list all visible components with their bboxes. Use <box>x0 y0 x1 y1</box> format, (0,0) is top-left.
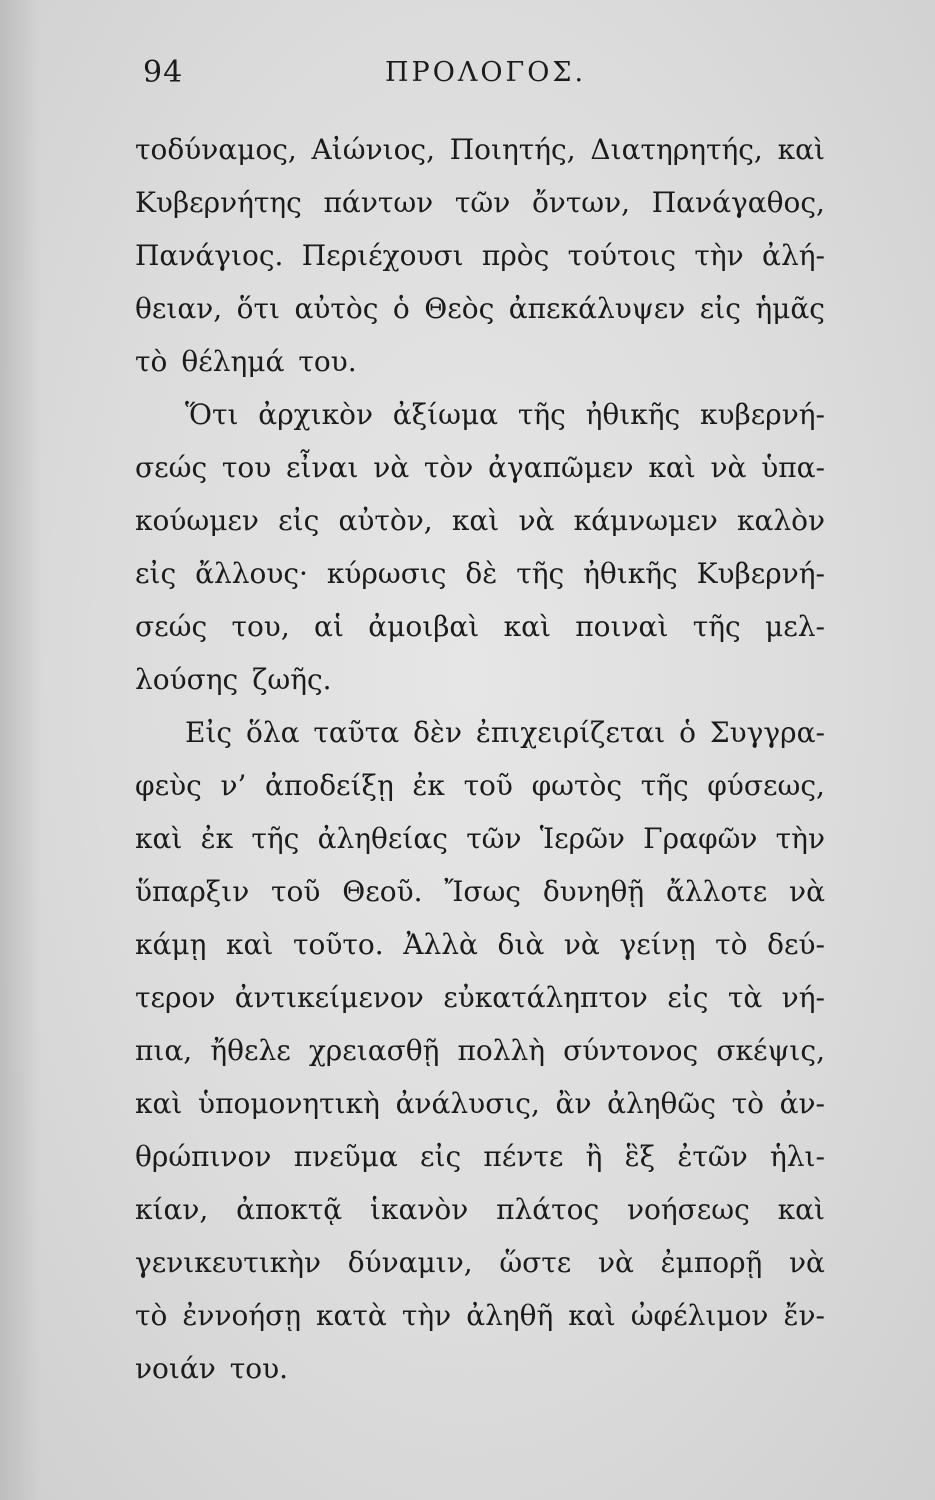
word: τὸ <box>135 345 168 378</box>
text-line <box>135 600 825 653</box>
word: Πανάγαθος, <box>651 186 825 219</box>
word: νὰ <box>518 504 555 537</box>
word: νοιάν <box>135 1352 216 1385</box>
word: τοῦ <box>271 875 321 908</box>
text-line <box>135 1289 825 1342</box>
text-line <box>135 1342 825 1395</box>
word: ἓξ <box>624 1140 656 1173</box>
word: τῆς <box>251 822 300 855</box>
word: γείνῃ <box>619 928 696 961</box>
word: τὸν <box>423 451 474 484</box>
word: αὐτὸς <box>294 292 379 325</box>
word: ἡλι- <box>769 1140 825 1173</box>
word: φωτὸς <box>531 769 623 802</box>
word: ἀμοιβαὶ <box>368 610 480 643</box>
text-line <box>135 176 825 229</box>
word: ν’ <box>220 769 247 802</box>
word: τῆς <box>640 769 689 802</box>
word: χρειασθῇ <box>308 1034 440 1067</box>
body-text <box>135 123 825 1395</box>
word: ἀξίωμα <box>392 398 499 431</box>
word: ἐννοήσῃ <box>182 1299 301 1332</box>
word: πια, <box>135 1034 193 1067</box>
word: ἂν <box>555 1087 592 1120</box>
word: ἀποδείξῃ <box>265 769 394 802</box>
word: νὰ <box>373 451 410 484</box>
word: Ἱερῶν <box>539 822 625 855</box>
word: κύρωσις <box>326 557 447 590</box>
text-line <box>135 918 825 971</box>
word: τοῦτο. <box>293 928 384 961</box>
word: τερον <box>135 981 216 1014</box>
word: πέντε <box>483 1140 564 1173</box>
word: ἀληθῶς <box>607 1087 716 1120</box>
text-line <box>135 706 825 759</box>
word: ἔν- <box>783 1299 825 1332</box>
word: σύντονος <box>563 1034 699 1067</box>
word: ὁ <box>392 292 410 325</box>
word: του. <box>298 345 357 378</box>
word: ὠφέλιμον <box>630 1299 769 1332</box>
word: ἀν- <box>779 1087 825 1120</box>
word: τῶν <box>454 186 511 219</box>
word: καὶ <box>777 133 825 166</box>
word: λούσης <box>135 663 239 696</box>
word: φεὺς <box>135 769 202 802</box>
word: καὶ <box>503 610 551 643</box>
word: Κυβερνή- <box>696 557 825 590</box>
word: ζωῆς. <box>252 663 332 696</box>
text-line <box>135 865 825 918</box>
word: πάντων <box>323 186 434 219</box>
word: Αἰώνιος, <box>311 133 436 166</box>
text-line <box>135 547 825 600</box>
word: δυνηθῇ <box>542 875 645 908</box>
word: ταῦτα <box>313 716 400 749</box>
word: ὁ <box>679 716 696 749</box>
word: θρώπινον <box>135 1140 272 1173</box>
word: εἰς <box>699 292 741 325</box>
text-line <box>135 1077 825 1130</box>
word: σεώς <box>135 451 208 484</box>
word: τῆς <box>517 398 566 431</box>
running-head: ΠΡΟΛΟΓΟΣ. <box>385 57 587 88</box>
word: ἐπιχειρίζεται <box>475 716 666 749</box>
word: πνεῦμα <box>293 1140 398 1173</box>
word: εἶναι <box>286 451 359 484</box>
word: ὥστε <box>499 1246 572 1279</box>
text-line <box>135 653 825 706</box>
word: Ἴσως <box>444 875 521 908</box>
word: ἠθικῆς <box>583 557 678 590</box>
word: νὰ <box>710 451 747 484</box>
word: ἀντικείμενον <box>234 981 424 1014</box>
word: σεώς <box>135 610 208 643</box>
word: Συγγρα- <box>709 716 825 749</box>
word: εὐκατάληπτον <box>443 981 648 1014</box>
text-line <box>135 229 825 282</box>
word: Περιέχουσι <box>301 239 464 272</box>
word: Πανάγιος. <box>135 239 284 272</box>
word: σκέψις, <box>716 1034 825 1067</box>
word: εἰς <box>135 557 177 590</box>
word: κίαν, <box>135 1193 209 1226</box>
word: ὄντων, <box>531 186 631 219</box>
word: καλὸν <box>736 504 825 537</box>
word: τὰ <box>727 981 763 1014</box>
word: νὰ <box>563 928 600 961</box>
word: Ἀλλὰ <box>403 928 478 961</box>
word: ἀνάλυσις, <box>395 1087 540 1120</box>
word: ἄλλοτε <box>665 875 768 908</box>
text-line <box>135 971 825 1024</box>
word: ὕπαρξιν <box>135 875 250 908</box>
word: γενικευτικὴν <box>135 1246 322 1279</box>
word: κυβερνή- <box>700 398 825 431</box>
page-number: 94 <box>143 55 184 90</box>
word: ἤθελε <box>210 1034 291 1067</box>
text-line <box>135 123 825 176</box>
text-line <box>135 282 825 335</box>
word: τῶν <box>466 822 522 855</box>
word: ὑπομονητικὴ <box>198 1087 380 1120</box>
word: του, <box>231 610 290 643</box>
word: καὶ <box>777 1193 825 1226</box>
word: εἰς <box>420 1140 462 1173</box>
word: πρὸς <box>481 239 550 272</box>
word: Κυβερνήτης <box>135 186 302 219</box>
word: ἠθικῆς <box>585 398 681 431</box>
word: ἀγαπῶμεν <box>488 451 634 484</box>
word: καὶ <box>568 1299 616 1332</box>
word: καὶ <box>135 1087 183 1120</box>
word: πλάτος <box>496 1193 600 1226</box>
text-line <box>135 388 825 441</box>
word: εἰς <box>278 504 320 537</box>
word: τούτοις <box>567 239 677 272</box>
word: ἄλλους· <box>195 557 308 590</box>
text-line <box>135 441 825 494</box>
page-header <box>0 55 935 105</box>
word: Θεὸς <box>424 292 495 325</box>
word: καὶ <box>135 822 183 855</box>
word: τὴν <box>401 1299 452 1332</box>
word: τὸ <box>715 928 748 961</box>
word: Θεοῦ. <box>342 875 423 908</box>
word: Ποιητής, <box>449 133 576 166</box>
word: ἀπεκάλυψεν <box>508 292 686 325</box>
word: κάμνωμεν <box>573 504 718 537</box>
word: δύναμιν, <box>347 1246 473 1279</box>
word: του <box>221 451 272 484</box>
word: αὐτὸν, <box>338 504 433 537</box>
word: ἐκ <box>412 769 445 802</box>
page-edge-shadow <box>0 0 40 1500</box>
word: νή- <box>781 981 825 1014</box>
word: θέλημά <box>181 345 285 378</box>
word: ἀληθῆ <box>466 1299 554 1332</box>
text-line <box>135 812 825 865</box>
word: ὅτι <box>236 292 280 325</box>
word: ἀποκτᾷ <box>236 1193 343 1226</box>
word: ἀλή- <box>762 239 825 272</box>
word: ἱκανὸν <box>369 1193 469 1226</box>
word: ἀρχικὸν <box>258 398 373 431</box>
word: νὰ <box>597 1246 634 1279</box>
text-line <box>135 494 825 547</box>
word: κατὰ <box>316 1299 387 1332</box>
text-line <box>135 335 825 388</box>
word: πολλὴ <box>457 1034 546 1067</box>
word: τοδύναμος, <box>135 133 297 166</box>
word: τὸ <box>731 1087 764 1120</box>
word: δὲν <box>413 716 462 749</box>
word: τὴν <box>775 822 825 855</box>
word: εἰς <box>667 981 709 1014</box>
word: ἀληθείας <box>317 822 448 855</box>
word: τῆς <box>692 610 741 643</box>
word: Εἰς <box>185 716 233 749</box>
text-line <box>135 1130 825 1183</box>
word: καὶ <box>226 928 274 961</box>
word: καὶ <box>648 451 696 484</box>
word: νὰ <box>789 1246 825 1279</box>
word: αἱ <box>314 610 344 643</box>
word: τὴν <box>694 239 744 272</box>
word: ἡμᾶς <box>755 292 825 325</box>
word: νὰ <box>789 875 825 908</box>
word: ὅλα <box>245 716 300 749</box>
word: ἐτῶν <box>677 1140 748 1173</box>
word: μελ- <box>765 610 825 643</box>
word: του. <box>229 1352 289 1385</box>
word: δεύ- <box>767 928 825 961</box>
word: κούωμεν <box>135 504 259 537</box>
word: τῆς <box>516 557 565 590</box>
text-line <box>135 759 825 812</box>
text-line <box>135 1236 825 1289</box>
word: δὲ <box>465 557 498 590</box>
word: τὸ <box>135 1299 168 1332</box>
word: θειαν, <box>135 292 223 325</box>
word: νοήσεως <box>626 1193 750 1226</box>
word: ἐμπορῇ <box>660 1246 763 1279</box>
word: Διατηρητής, <box>590 133 763 166</box>
word: ἐκ <box>200 822 234 855</box>
text-line <box>135 1024 825 1077</box>
word: φύσεως, <box>707 769 825 802</box>
word: Γραφῶν <box>643 822 758 855</box>
word: ποιναὶ <box>575 610 669 643</box>
word: κάμῃ <box>135 928 207 961</box>
word: διὰ <box>497 928 545 961</box>
word: καὶ <box>451 504 500 537</box>
word: ὑπα- <box>761 451 825 484</box>
word: τοῦ <box>463 769 513 802</box>
word: Ὅτι <box>185 398 239 431</box>
word: ἢ <box>585 1140 603 1173</box>
text-line <box>135 1183 825 1236</box>
